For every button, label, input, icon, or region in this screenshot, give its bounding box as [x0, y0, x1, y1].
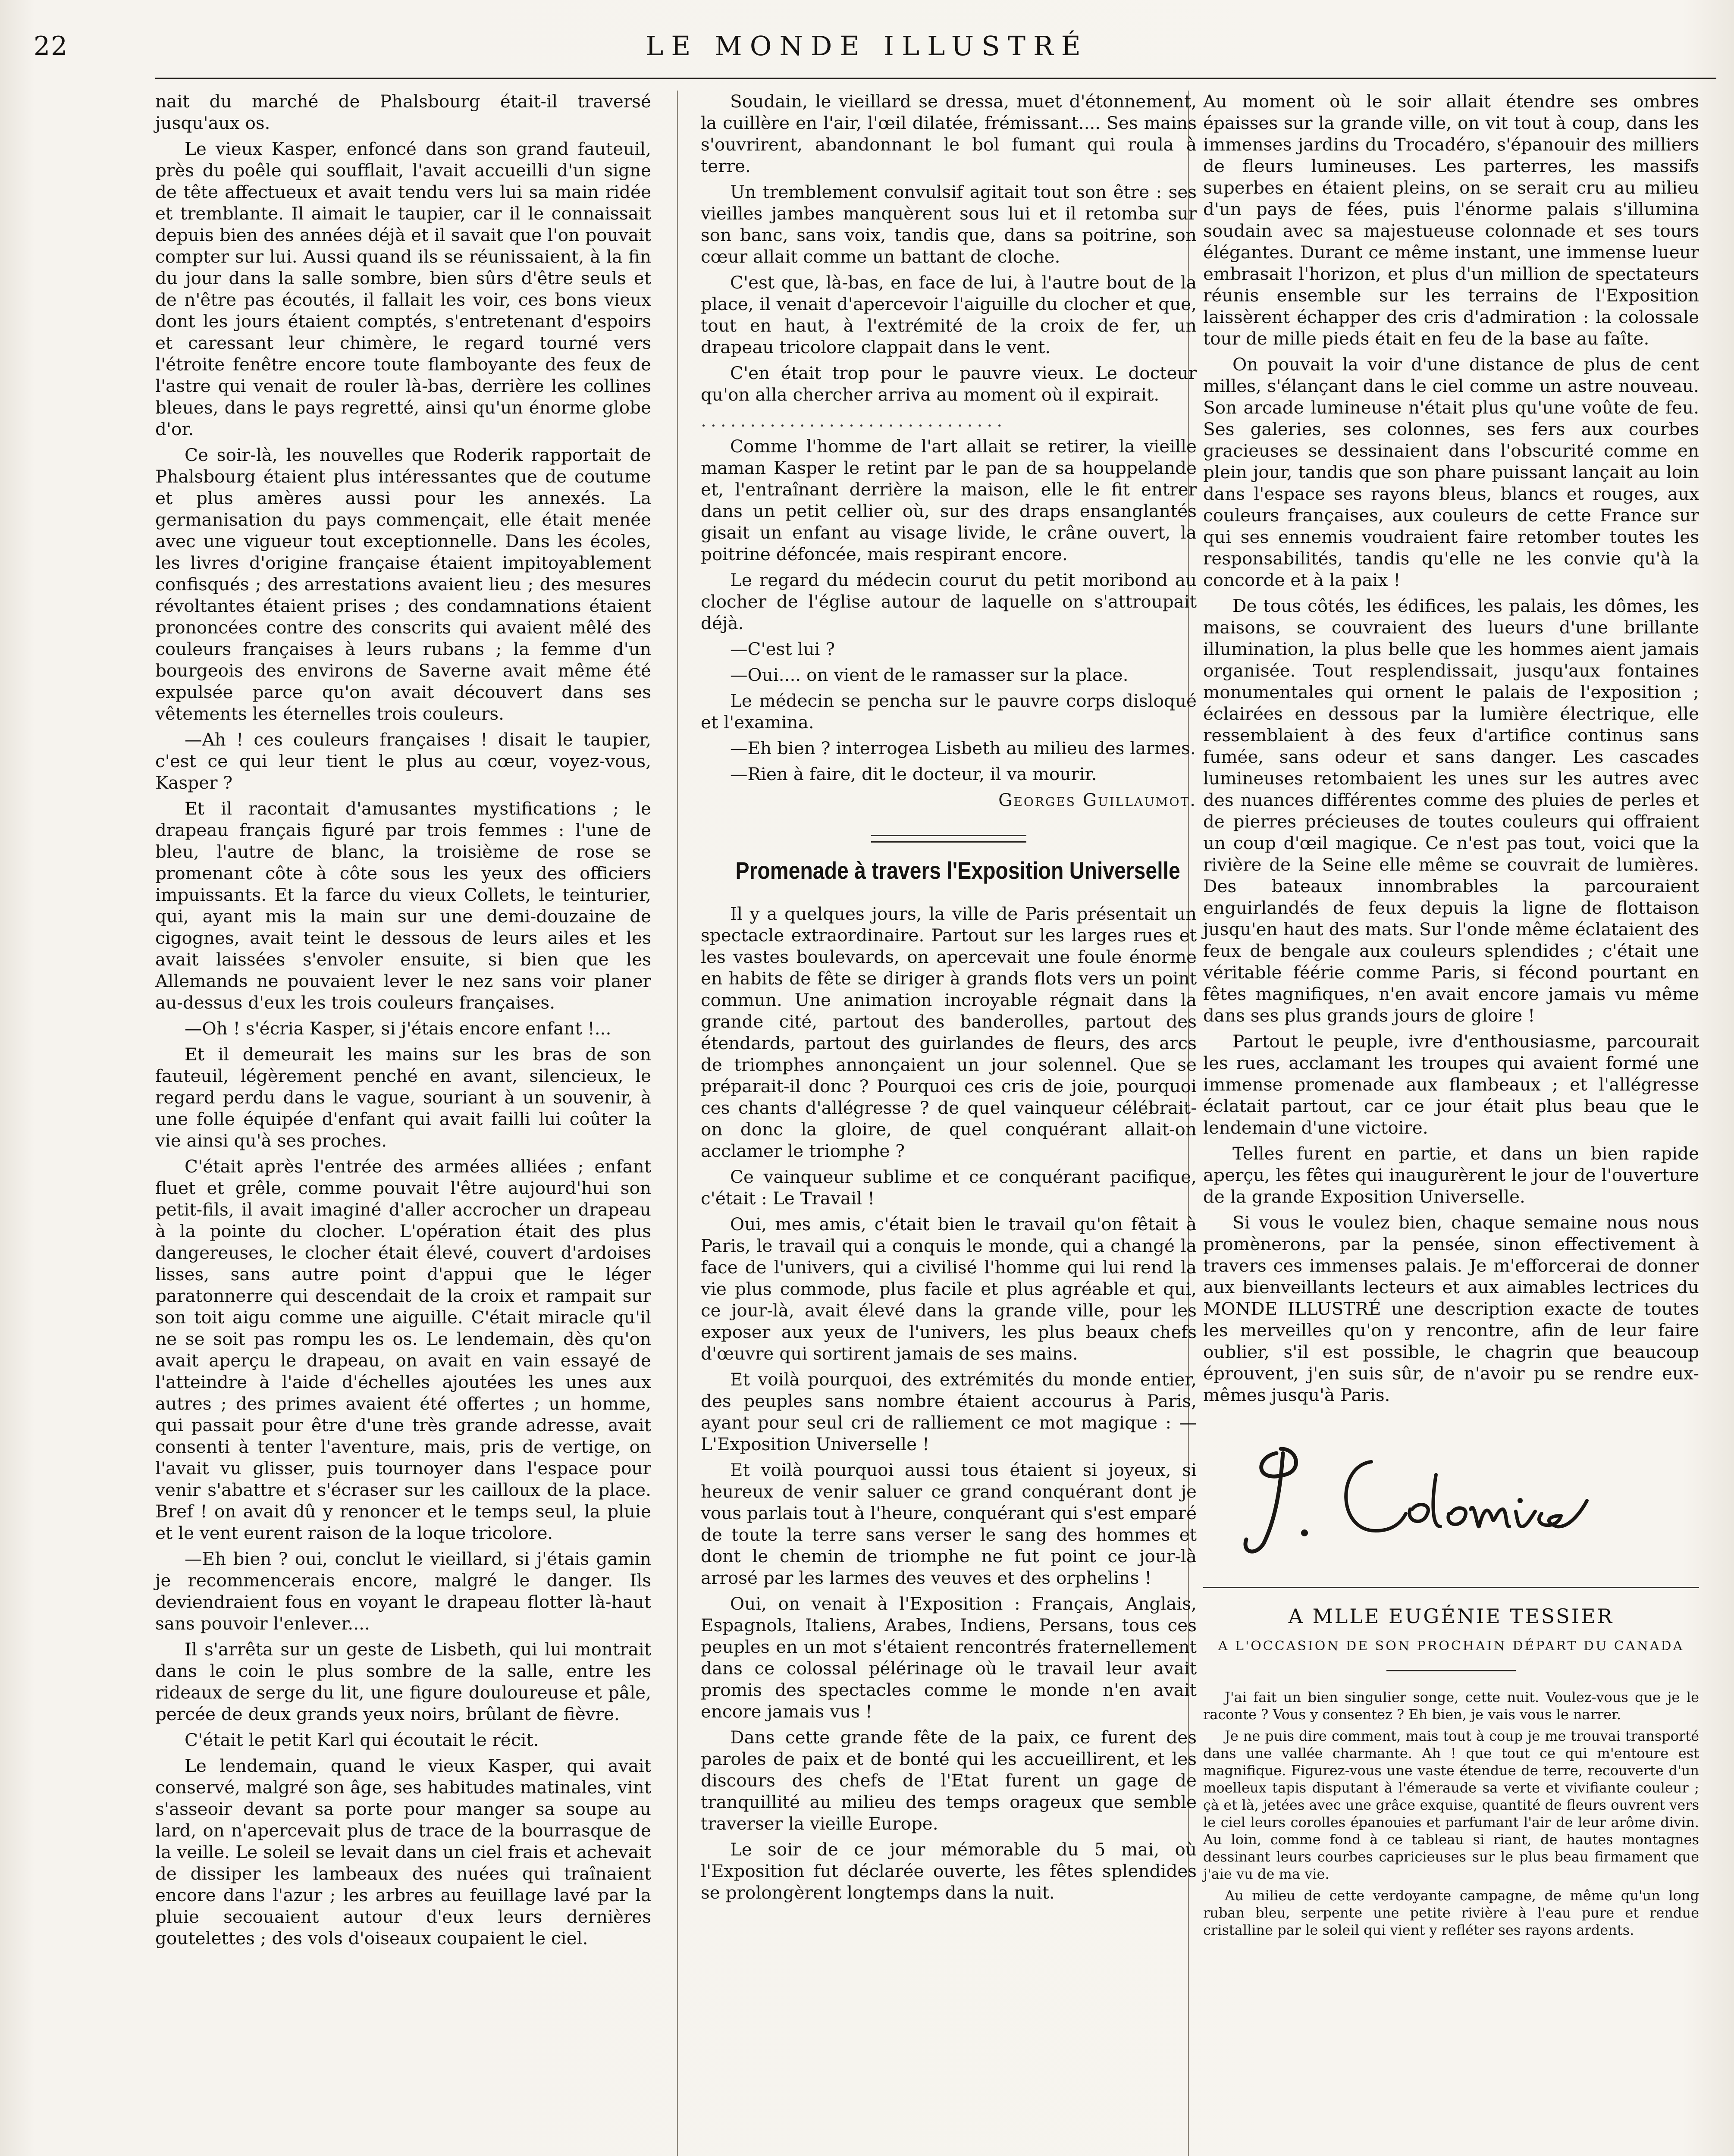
- article-paragraph: Oui, on venait à l'Exposition : Français, Anglais, Espagnols, Italiens, Arabes, Indiens, Persans, tous ces peuples en un mot s'étaient rencontrés fraternellement dans ce colossal pélérinage où le travail leur avait promis des spectacles comme le monde n'en avait encore jamais vus !: [701, 1593, 1197, 1722]
- article-title: Promenade à travers l'Exposition Universelle: [735, 857, 1180, 884]
- story-paragraph: C'en était trop pour le pauvre vieux. Le docteur qu'on alla chercher arriva au moment où il expirait.: [701, 363, 1197, 405]
- article-paragraph: Si vous le voulez bien, chaque semaine nous nous promènerons, par la pensée, sinon effectivement à travers ces immenses palais. Je m'efforcerai de donner aux bienveillants lecteurs et aux aimables lectrices du MONDE ILLUSTRÉ une description exacte de toutes les merveilles qu'on y rencontre, afin de leur faire oublier, s'il est possible, le chagrin que beaucoup éprouvent, j'en suis sûr, de n'avoir pu se rendre eux-mêmes jusqu'à Paris.: [1203, 1212, 1699, 1405]
- story-paragraph: Le lendemain, quand le vieux Kasper, qui avait conservé, malgré son âge, ses habitudes matinales, vint s'asseoir devant sa porte pour manger sa soupe au lard, on n'apercevait plus de trace de la bourrasque de la veille. Le soleil se levait dans un ciel frais et achevait de dissiper les lambeaux des nuées qui traînaient encore dans l'azur ; les arbres au feuillage lavé par la pluie secouaient autour d'eux leurs dernières goutelettes ; des vols d'oiseaux coupaient le ciel.: [155, 1755, 651, 1949]
- short-rule: [1386, 1670, 1516, 1671]
- story-paragraph: C'est que, là-bas, en face de lui, à l'autre bout de la place, il venait d'apercevoir l'aiguille du clocher et que, tout en haut, à l'extrémité de la croix de fer, un drapeau tricolore clappait dans le vent.: [701, 272, 1197, 357]
- dedication-paragraph: J'ai fait un bien singulier songe, cette nuit. Voulez-vous que je le raconte ? Vous y consentez ? Eh bien, je vais vous le narrer.: [1203, 1689, 1699, 1723]
- story-paragraph: —Eh bien ? oui, conclut le vieillard, si j'étais gamin je recommencerais encore, malgré le danger. Ils deviendraient fous en voyant le drapeau flotter là-haut sans pouvoir l'enlever....: [155, 1548, 651, 1634]
- story-paragraph: —Eh bien ? interrogea Lisbeth au milieu des larmes.: [730, 738, 1196, 758]
- article-paragraph: Partout le peuple, ivre d'enthousiasme, parcourait les rues, acclamant les troupes qui avaient formé une immense promenade aux flambeaux ; et l'allégresse éclatait partout, car ce jour était plus beau que le lendemain d'une victoire.: [1203, 1031, 1699, 1138]
- section-divider: [871, 835, 1026, 843]
- page-number: 22: [34, 31, 69, 61]
- dedication-title: A MLLE EUGÉNIE TESSIER: [1288, 1604, 1614, 1628]
- column-2: [701, 91, 1197, 1908]
- article-paragraph: Ce vainqueur sublime et ce conquérant pacifique, c'était : Le Travail !: [701, 1166, 1197, 1209]
- section-rule: [1203, 1587, 1699, 1588]
- article-paragraph: Le soir de ce jour mémorable du 5 mai, où l'Exposition fut déclarée ouverte, les fêtes splendides se prolongèrent longtemps dans la nuit.: [701, 1839, 1197, 1903]
- article-paragraph: Oui, mes amis, c'était bien le travail qu'on fêtait à Paris, le travail qui a conquis le monde, qui a changé la face de l'univers, qui a civilisé l'homme qui lui rend la vie plus commode, plus facile et plus agréable et qui, ce jour-là, avait élevé dans la grande ville, pour les exposer aux yeux de l'univers, les plus beaux chefs d'œuvre qui sortirent jamais de ses mains.: [701, 1214, 1197, 1364]
- story-paragraph: —C'est lui ?: [730, 639, 835, 659]
- story-paragraph: Et il racontait d'amusantes mystifications ; le drapeau français figuré par trois femmes : l'une de bleu, l'autre de blanc, la troisième de rose se promenant côte à côte sous les yeux des officiers impuissants. Et la farce du vieux Collets, le teinturier, qui, ayant mis la main sur une demi-douzaine de cigognes, avait teint le dessous de leurs ailes et les avait laissées s'envoler ensuite, si bien que les Allemands ne pouvaient lever le nez sans voir planer au-dessus d'eux les trois couleurs françaises.: [155, 798, 651, 1013]
- ellipsis-separator: ...............................: [701, 410, 1007, 431]
- article-paragraph: Il y a quelques jours, la ville de Paris présentait un spectacle extraordinaire. Partout sur les larges rues et les vastes boulevards, on apercevait une foule énorme en habits de fête se diriger à grands flots vers un point commun. Une animation incroyable régnait dans la grande cité, partout des banderolles, partout des étendards, partout des guirlandes de fleurs, des arcs de triomphes annonçaient un jour solennel. Que se préparait-il donc ? Pourquoi ces cris de joie, pourquoi ces chants d'allégresse ? de quel vainqueur célébrait-on donc la gloire, de quel conquérant allait-on acclamer le triomphe ?: [701, 903, 1197, 1161]
- story-paragraph: —Oh ! s'écria Kasper, si j'étais encore enfant !...: [185, 1018, 611, 1039]
- story-paragraph: —Oui.... on vient de le ramasser sur la place.: [730, 664, 1129, 685]
- dedication-subtitle: A L'OCCASION DE SON PROCHAIN DÉPART DU CANADA: [1218, 1639, 1684, 1654]
- article-paragraph: Dans cette grande fête de la paix, ce furent des paroles de paix et de bonté qui les accueillirent, et les discours des chefs de l'Etat furent un gage de tranquillité au milieu des temps orageux que semble traverser la vieille Europe.: [701, 1727, 1197, 1834]
- header-rule: [155, 78, 1716, 79]
- story-paragraph: —Ah ! ces couleurs françaises ! disait le taupier, c'est ce qui leur tient le plus au cœur, voyez-vous, Kasper ?: [155, 729, 651, 793]
- article-paragraph: On pouvait la voir d'une distance de plus de cent milles, s'élançant dans le ciel comme un astre nouveau. Son arcade lumineuse n'était plus qu'une voûte de feu. Ses galeries, ses colonnes, ses fers aux courbes gracieuses se dessinaient dans l'obscurité comme en plein jour, tandis que son phare puissant lançait au loin dans l'espace ses rayons bleus, blancs et rouges, aux couleurs françaises, aux couleurs de cette France sur qui ses ennemis voudraient faire retomber toutes les responsabilités, tandis qu'elle ne les convie qu'à la concorde et à la paix !: [1203, 354, 1699, 590]
- story-paragraph: Ce soir-là, les nouvelles que Roderik rapportait de Phalsbourg étaient plus intéressantes que de coutume et plus amères aussi pour les annexés. La germanisation du pays commençait, elle était menée avec une vigueur tout exceptionnelle. Dans les écoles, les livres d'origine française étaient impitoyablement confisqués ; des arrestations avaient lieu ; des mesures révoltantes étaient prises ; des condamnations étaient prononcées contre des conscrits qui avaient mêlé des couleurs françaises à leurs rubans ; la femme d'un bourgeois des environs de Saverne avait même été expulsée parce qu'on avait découvert dans ses vêtements les éternelles trois couleurs.: [155, 445, 651, 724]
- story-paragraph: Le vieux Kasper, enfoncé dans son grand fauteuil, près du poêle qui soufflait, l'avait accueilli d'un signe de tête affectueux et avait tendu vers lui sa main ridée et tremblante. Il aimait le taupier, car il le connaissait depuis bien des années déjà et il savait que l'on pouvait compter sur lui. Aussi quand ils se réunissaient, à la fin du jour dans la salle sombre, bien sûrs d'être seuls et de n'être pas écoutés, il fallait les voir, ces bons vieux dont les jours étaient comptés, s'entretenant d'espoirs et caressant leur chimère, le regard tourné vers l'étroite fenêtre encore toute flamboyante des feux de l'astre qui venait de rouler là-bas, derrière les collines bleues, dans le pays regretté, ainsi qu'un énorme globe d'or.: [155, 138, 651, 439]
- article-paragraph: Au moment où le soir allait étendre ses ombres épaisses sur la grande ville, on vit tout à coup, dans les immenses jardins du Trocadéro, s'épanouir des milliers de fleurs lumineuses. Les parterres, les massifs superbes en étaient pleins, on se serait cru au milieu d'un pays de fées, puis l'énorme palais s'illumina soudain avec sa majestueuse colonnade et ses tours élégantes. Durant ce même instant, une immense lueur embrasait l'horizon, et plus d'un million de spectateurs réunis ensemble sur les terrains de l'Exposition laissèrent échapper des cris d'admiration : la colossale tour de mille pieds était en feu de la base au faîte.: [1203, 91, 1699, 349]
- story-paragraph: Soudain, le vieillard se dressa, muet d'étonnement, la cuillère en l'air, l'œil dilatée, frémissant.... Ses mains s'ouvrirent, abandonnant le bol fumant qui roula à terre.: [701, 91, 1197, 176]
- story-paragraph: Le regard du médecin courut du petit moribond au clocher de l'église autour de laquelle on s'attroupait déjà.: [701, 570, 1197, 633]
- handwritten-signature-image: [1229, 1423, 1617, 1561]
- story-paragraph: —Rien à faire, dit le docteur, il va mourir.: [730, 764, 1097, 784]
- dedication-text: [1203, 1689, 1699, 1939]
- column-3: [1203, 91, 1699, 1943]
- story-paragraph: Le médecin se pencha sur le pauvre corps disloqué et l'examina.: [701, 690, 1197, 733]
- story-paragraph: Il s'arrêta sur un geste de Lisbeth, qui lui montrait dans le coin le plus sombre de la salle, entre les rideaux de serge du lit, une figure douloureuse et pâle, percée de deux grands yeux noirs, brûlant de fièvre.: [155, 1639, 651, 1724]
- column-1: [155, 91, 651, 1953]
- article-paragraph: Et voilà pourquoi aussi tous étaient si joyeux, si heureux de venir saluer ce grand conquérant dont je vous parlais tout à l'heure, conquérant qui s'est emparé de toute la terre sans verser le sang des hommes et dont le chemin de triomphe ne fut point ce jour-là arrosé par les larmes des veuves et des orphelins !: [701, 1460, 1197, 1588]
- story-paragraph: Comme l'homme de l'art allait se retirer, la vieille maman Kasper le retint par le pan de sa houppelande et, l'entraînant derrière la maison, elle le fit entrer dans un petit cellier où, sur des draps ensanglantés gisait un enfant au visage livide, le crâne ouvert, la poitrine défoncée, mais respirant encore.: [701, 436, 1197, 564]
- story-paragraph: C'était le petit Karl qui écoutait le récit.: [185, 1730, 539, 1750]
- author-signature: [1203, 1423, 1699, 1570]
- story-author: Georges Guillaumot.: [998, 790, 1197, 810]
- column-divider: [677, 91, 678, 2156]
- dedication-paragraph: Au milieu de cette verdoyante campagne, de même qu'un long ruban bleu, serpente une petite rivière à l'eau pure et rendue cristalline par le soleil qui vient y refléter ses rayons ardents.: [1203, 1887, 1699, 1938]
- story-paragraph: Et il demeurait les mains sur les bras de son fauteuil, légèrement penché en avant, silencieux, le regard perdu dans le vague, souriant à un souvenir, à une folle équipée d'enfant qui avait failli lui coûter la vie ainsi qu'à ses proches.: [155, 1044, 651, 1151]
- dedication-paragraph: Je ne puis dire comment, mais tout à coup je me trouvai transporté dans une vallée charmante. Ah ! que tout ce qui m'entoure est magnifique. Figurez-vous une vaste étendue de terre, recouverte d'un moelleux tapis disputant à l'émeraude sa verte et vivifiante couleur ; çà et là, jetées avec une grâce exquise, quantité de fleurs ouvrent vers le ciel leurs corolles épanouies et parfumant l'air de leur arôme divin. Au loin, comme fond à ce tableau si riant, de hautes montagnes dessinant leurs courbes capricieuses sur le plus beau firmament que j'aie vu de ma vie.: [1203, 1728, 1699, 1882]
- story-paragraph: Un tremblement convulsif agitait tout son être : ses vieilles jambes manquèrent sous lui et il retomba sur son banc, sans voix, tandis que, dans sa poitrine, son cœur allait comme un battant de cloche.: [701, 182, 1197, 267]
- article-paragraph: Telles furent en partie, et dans un bien rapide aperçu, les fêtes qui inaugurèrent le jour de l'ouverture de la grande Exposition Universelle.: [1203, 1143, 1699, 1207]
- story-paragraph: C'était après l'entrée des armées alliées ; enfant fluet et grêle, comme pouvait l'être aujourd'hui son petit-fils, il avait imaginé d'aller accrocher un drapeau à la pointe du clocher. L'opération était des plus dangereuses, le clocher était élevé, couvert d'ardoises lisses, sans autre point d'appui que le léger paratonnerre qui descendait de la croix et rampait sur son toit aigu comme une aiguille. C'était miracle qu'il ne se soit pas rompu les os. Le lendemain, dès qu'on avait aperçu le drapeau, on avait en vain essayé de l'atteindre à l'aide d'échelles ajoutées les unes aux autres ; des primes avaient été offertes ; un homme, qui passait pour être d'une très grande adresse, avait consenti à tenter l'aventure, mais, pris de vertige, on l'avait vu glisser, puis tournoyer dans l'espace pour venir s'abattre et s'écraser sur les cailloux de la place. Bref ! on avait dû y renoncer et le temps seul, la pluie et le vent eurent raison de la loque tricolore.: [155, 1156, 651, 1543]
- article-paragraph: Et voilà pourquoi, des extrémités du monde entier, des peuples sans nombre étaient accourus à Paris, ayant pour seul cri de ralliement ce mot magique : —L'Exposition Universelle !: [701, 1369, 1197, 1454]
- masthead-title: LE MONDE ILLUSTRÉ: [646, 30, 1088, 62]
- article-paragraph: De tous côtés, les édifices, les palais, les dômes, les maisons, se couvraient des lueurs d'une brillante illumination, la plus belle que les hommes aient jamais organisée. Tout resplendissait, jusqu'aux fontaines monumentales qui ornent le palais de l'exposition ; éclairées en dessous par la lumière électrique, elle ressemblaient à des feux d'artifice continus sans fumée, sans odeur et sans danger. Les cascades lumineuses retombaient les unes sur les autres avec des nuances différentes comme des pluies de perles et de pierres précieuses de toutes couleurs qui offraient un coup d'œil magique. Ce n'est pas tout, voici que la rivière de la Seine elle même se couvrait de lumières. Des bateaux innombrables la parcouraient enguirlandés de feux depuis la ligne de flottaison jusqu'en haut des mats. Sur l'onde même éclataient des feux de bengale aux couleurs splendides ; c'était une véritable féérie comme Paris, si fécond pourtant en fêtes magnifiques, n'en avait encore jamais vu même dans ses plus grands jours de gloire !: [1203, 595, 1699, 1026]
- story-paragraph: nait du marché de Phalsbourg était-il traversé jusqu'aux os.: [155, 91, 651, 133]
